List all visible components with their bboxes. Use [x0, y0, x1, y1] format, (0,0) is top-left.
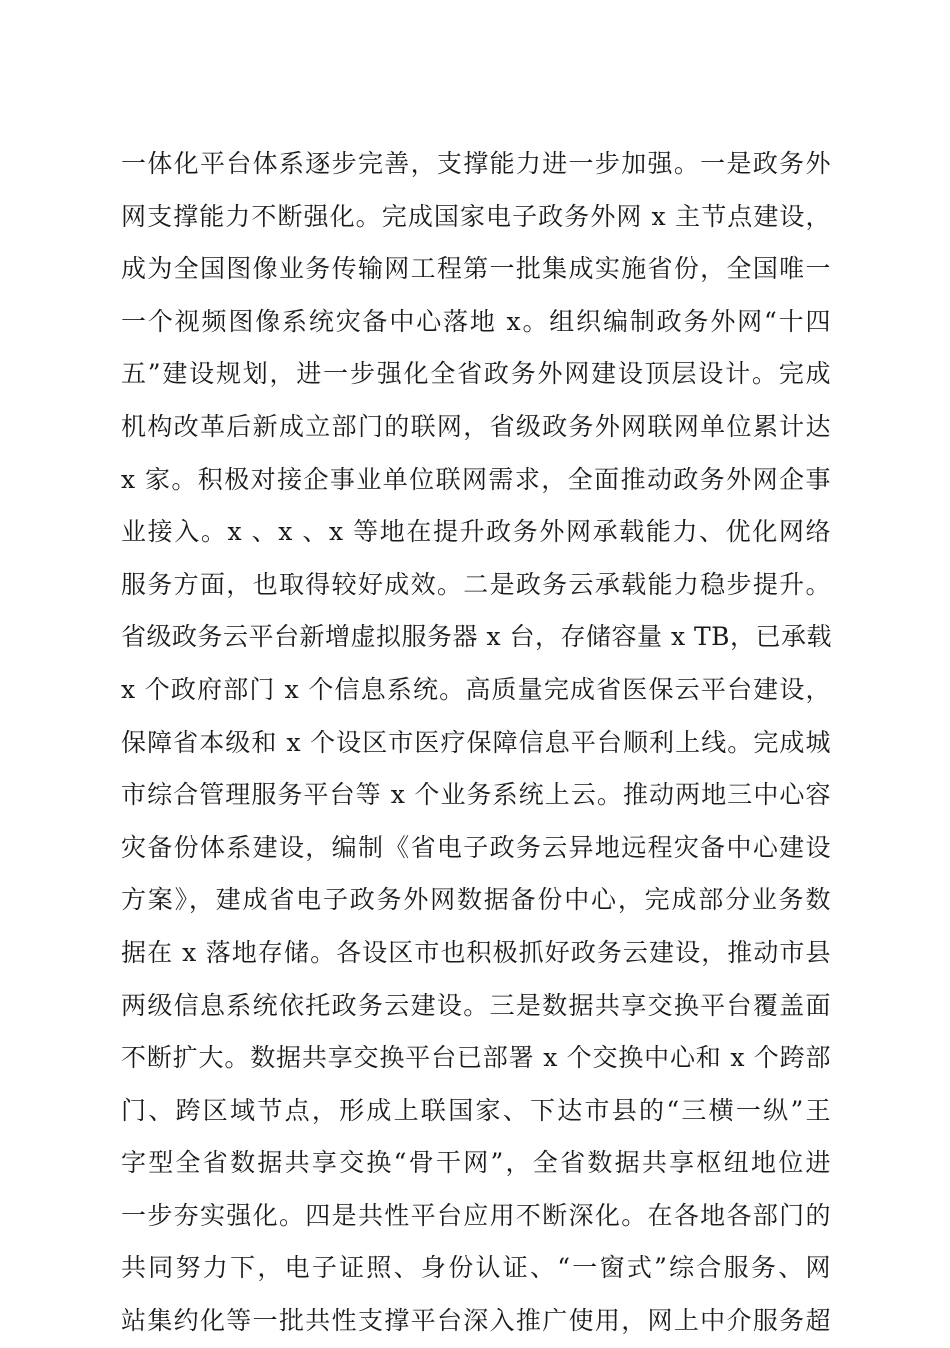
text-line: x 个政府部门 x 个信息系统。高质量完成省医保云平台建设， — [121, 674, 831, 704]
text-line: 不断扩大。数据共享交换平台已部署 x 个交换中心和 x 个跨部 — [121, 1043, 831, 1073]
text-line: 成为全国图像业务传输网工程第一批集成实施省份，全国唯一 — [121, 254, 831, 284]
text-line: 省级政务云平台新增虚拟服务器 x 台，存储容量 x TB，已承载 — [121, 622, 833, 652]
text-line: x 家。积极对接企事业单位联网需求，全面推动政务外网企事 — [121, 464, 831, 494]
text-line: 服务方面，也取得较好成效。二是政务云承载能力稳步提升。 — [121, 569, 831, 599]
text-line: 据在 x 落地存储。各设区市也积极抓好政务云建设，推动市县 — [121, 937, 831, 967]
text-line: 共同努力下，电子证照、身份认证、“一窗式”综合服务、网 — [121, 1253, 831, 1283]
text-line: 网支撑能力不断强化。完成国家电子政务外网 x 主节点建设， — [121, 201, 831, 231]
text-line: 机构改革后新成立部门的联网，省级政务外网联网单位累计达 — [121, 411, 831, 441]
text-line: 灾备份体系建设，编制《省电子政务云异地远程灾备中心建设 — [121, 832, 831, 862]
text-line: 一体化平台体系逐步完善，支撑能力进一步加强。一是政务外 — [121, 149, 831, 178]
text-line: 站集约化等一批共性支撑平台深入推广使用，网上中介服务超 — [121, 1306, 831, 1336]
text-line: 保障省本级和 x 个设区市医疗保障信息平台顺利上线。完成城 — [121, 727, 831, 757]
text-line: 两级信息系统依托政务云建设。三是数据共享交换平台覆盖面 — [121, 990, 831, 1020]
text-line: 五”建设规划，进一步强化全省政务外网建设顶层设计。完成 — [121, 359, 831, 389]
body-paragraph — [121, 138, 831, 1348]
text-line: 字型全省数据共享交换“骨干网”，全省数据共享枢纽地位进 — [121, 1148, 831, 1178]
text-line: 一步夯实强化。四是共性平台应用不断深化。在各地各部门的 — [121, 1200, 831, 1230]
text-line: 市综合管理服务平台等 x 个业务系统上云。推动两地三中心容 — [121, 780, 831, 810]
text-line: 门、跨区域节点，形成上联国家、下达市县的“三横一纵”王 — [121, 1095, 831, 1125]
text-line: 方案》，建成省电子政务外网数据备份中心，完成部分业务数 — [121, 885, 831, 915]
text-line: 业接入。x 、x 、x 等地在提升政务外网承载能力、优化网络 — [121, 517, 831, 547]
text-line: 一个视频图像系统灾备中心落地 x。组织编制政务外网“十四 — [121, 306, 831, 336]
